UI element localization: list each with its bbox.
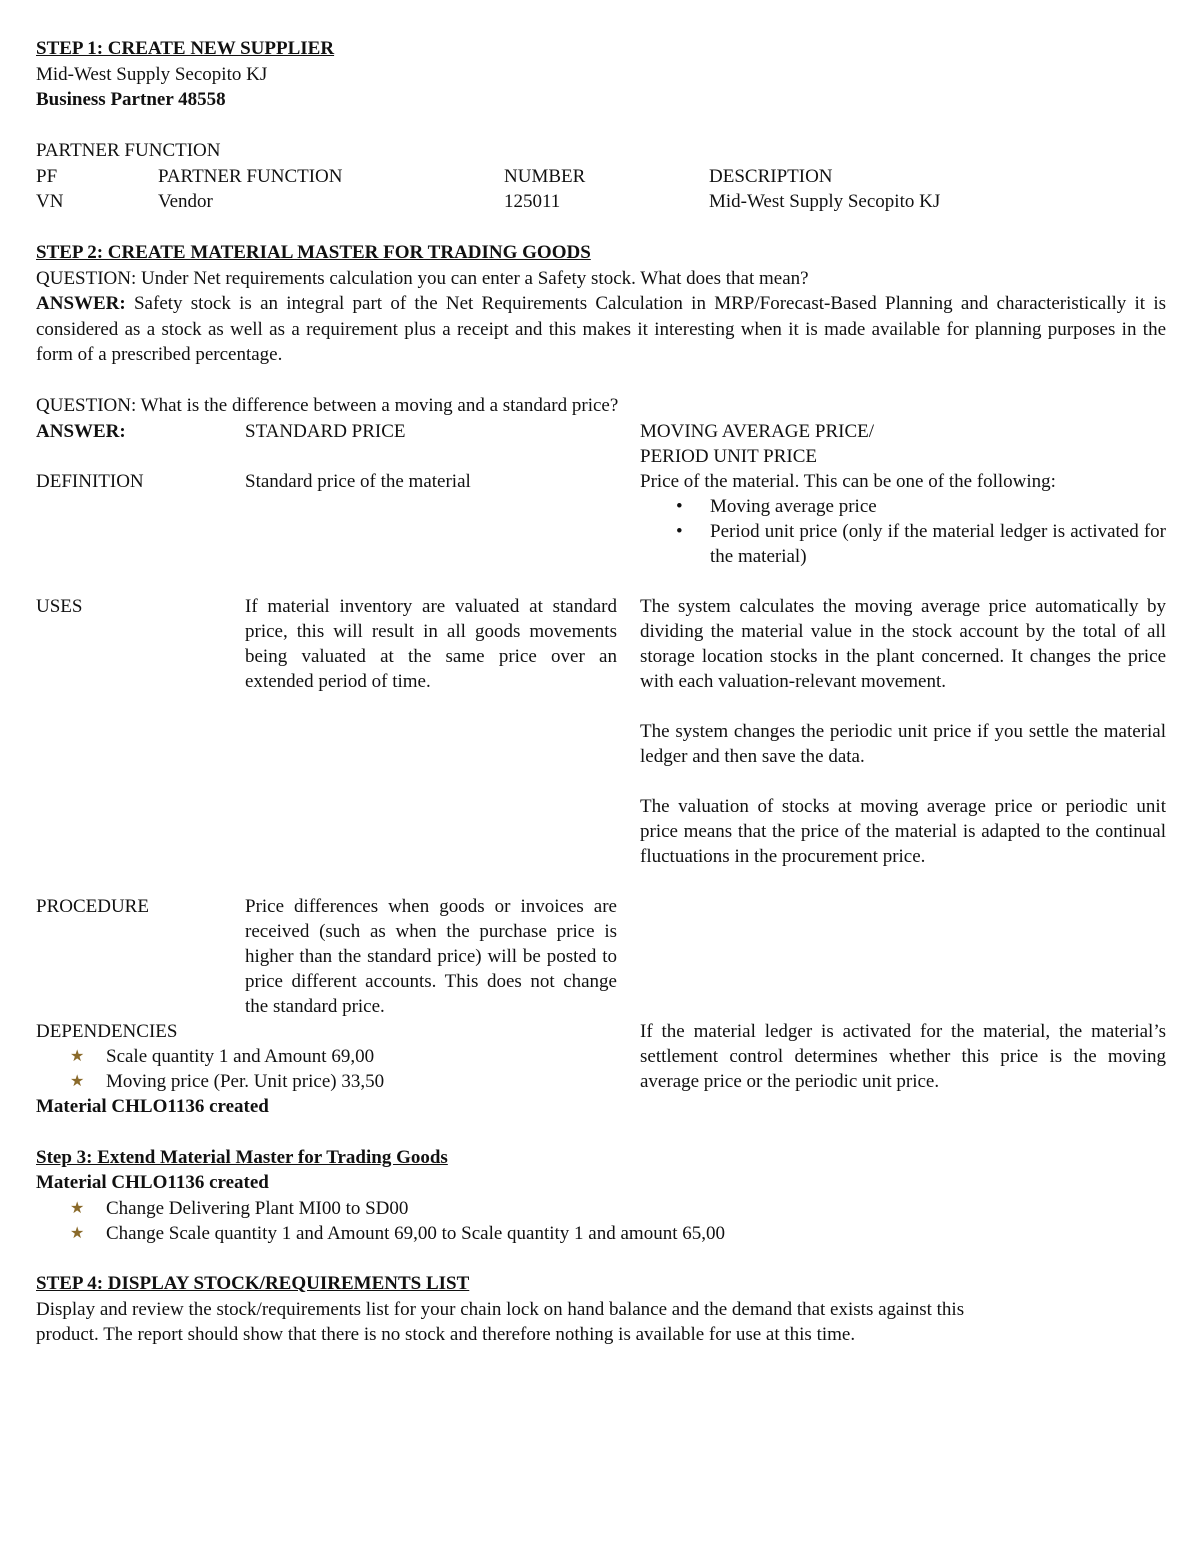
question-safety-stock: QUESTION: Under Net requirements calculation you can enter a Safety stock. What does that mean?: [36, 267, 809, 289]
definition-row: [36, 469, 1166, 569]
header-number: NUMBER: [504, 165, 586, 187]
bullet-dot-icon: •: [676, 520, 683, 542]
list-item: ★ Scale quantity 1 and Amount 69,00: [70, 1045, 375, 1067]
cell-description: Mid-West Supply Secopito KJ: [709, 191, 941, 212]
col-moving-price-line1: MOVING AVERAGE PRICE/: [640, 420, 875, 442]
business-partner: Business Partner 48558: [36, 89, 226, 110]
procedure-standard: Price differences when goods or invoices are received (such as when the purchase price is higher than the standard price) will be posted to price different accounts. This does not change the standard price.: [245, 895, 617, 1017]
star-icon: ★: [70, 1072, 85, 1090]
col-standard-price: STANDARD PRICE: [245, 420, 406, 442]
answer-label: ANSWER:: [36, 293, 126, 314]
step2-bullets: [36, 1044, 1166, 1094]
comparison-table: [36, 419, 1166, 1094]
document-page: [36, 36, 1166, 1348]
definition-moving: [640, 469, 1166, 569]
uses-label: USES: [36, 595, 83, 617]
answer-label-2: ANSWER:: [36, 420, 126, 442]
step4-heading: STEP 4: DISPLAY STOCK/REQUIREMENTS LIST: [36, 1273, 470, 1294]
cell-pf: VN: [36, 191, 64, 212]
procedure-label: PROCEDURE: [36, 895, 149, 917]
dependencies-label: DEPENDENCIES: [36, 1020, 178, 1042]
material-created-step2: Material CHLO1136 created: [36, 1095, 269, 1117]
cell-partner-function: Vendor: [158, 191, 213, 212]
partner-table-header: [36, 164, 1166, 190]
list-item: ★ Change Delivering Plant MI00 to SD00: [70, 1197, 409, 1219]
uses-moving: [640, 594, 1166, 869]
dependencies-moving: If the material ledger is activated for the material, the material’s settlement control determines whether this price is the moving average price or the periodic unit price.: [640, 1020, 1166, 1092]
header-partner-function: PARTNER FUNCTION: [158, 165, 343, 187]
star-icon: ★: [70, 1224, 85, 1242]
step3-heading: Step 3: Extend Material Master for Trading Goods: [36, 1146, 448, 1168]
col-moving-price: [640, 419, 1166, 469]
partner-function-title: PARTNER FUNCTION: [36, 140, 221, 161]
comparison-header-row: [36, 419, 1166, 469]
table-row: [36, 189, 1166, 215]
uses-moving-p2: The system changes the periodic unit price if you settle the material ledger and then save the data.: [640, 720, 1166, 767]
answer-text: Safety stock is an integral part of the Net Requirements Calculation in MRP/Forecast-Based Planning and characteristically it is considered as a stock as well as a requirement plus a receipt and this makes it interesting when it is made available for planning purposes in the form of a prescribed percentage.: [36, 293, 1166, 365]
step1-heading: STEP 1: CREATE NEW SUPPLIER: [36, 38, 335, 59]
uses-moving-p3: The valuation of stocks at moving average price or periodic unit price means that the price of the material is adapted to the continual fluctuations in the procurement price.: [640, 795, 1166, 867]
list-item: • Moving average price: [676, 495, 877, 517]
procedure-row: [36, 894, 1166, 1019]
step4-line2: product. The report should show that there is no stock and therefore nothing is available for use at this time.: [36, 1324, 856, 1345]
question-price-difference: QUESTION: What is the difference between a moving and a standard price?: [36, 395, 619, 416]
uses-row: [36, 594, 1166, 869]
uses-standard: If material inventory are valuated at standard price, this will result in all goods movements being valuated at the same price over an extended period of time.: [245, 595, 617, 692]
definition-moving-text: Price of the material. This can be one of the following:: [640, 470, 1056, 492]
col-moving-price-line2: PERIOD UNIT PRICE: [640, 445, 817, 467]
step4-line1: Display and review the stock/requirements list for your chain lock on hand balance and the demand that exists against this: [36, 1298, 965, 1320]
header-description: DESCRIPTION: [709, 165, 833, 187]
star-icon: ★: [70, 1047, 85, 1065]
bullet-dot-icon: •: [676, 495, 683, 517]
definition-standard: Standard price of the material: [245, 470, 471, 492]
answer-safety-stock: [36, 291, 1166, 368]
material-created-step3: Material CHLO1136 created: [36, 1172, 269, 1193]
star-icon: ★: [70, 1199, 85, 1217]
header-pf: PF: [36, 165, 58, 187]
cell-number: 125011: [504, 191, 561, 212]
procedure-moving: [640, 894, 1166, 1019]
step2-heading: STEP 2: CREATE MATERIAL MASTER FOR TRADING GOODS: [36, 242, 591, 263]
definition-moving-list: [640, 494, 1166, 569]
step3-bullets: [36, 1196, 1166, 1246]
definition-label: DEFINITION: [36, 470, 144, 492]
list-item: ★ Change Scale quantity 1 and Amount 69,00 to Scale quantity 1 and amount 65,00: [70, 1222, 725, 1244]
uses-moving-p1: The system calculates the moving average price automatically by dividing the material value in the stock account by the total of all storage location stocks in the plant concerned. It changes the price with each valuation-relevant movement.: [640, 595, 1166, 692]
list-item: • Period unit price (only if the material ledger is activated for the material): [676, 520, 1166, 567]
supplier-name: Mid-West Supply Secopito KJ: [36, 63, 268, 85]
list-item: ★ Moving price (Per. Unit price) 33,50: [70, 1070, 385, 1092]
